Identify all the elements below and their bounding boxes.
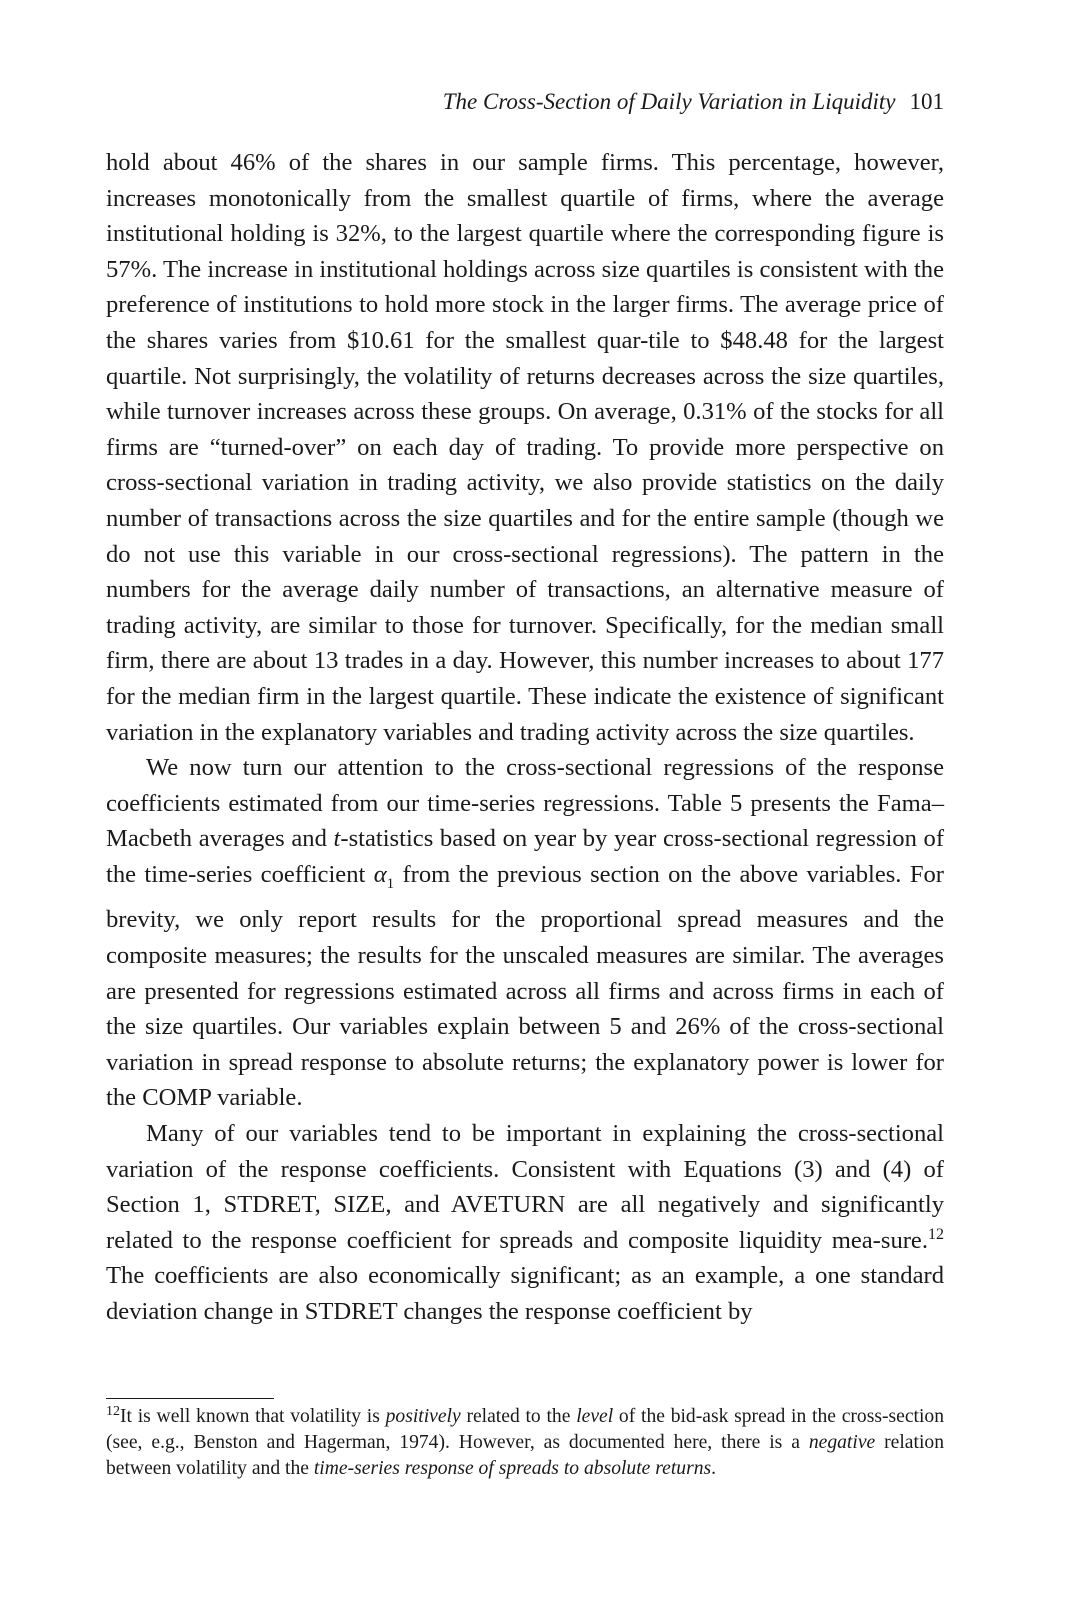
paragraph-3-part-b: The coefficients are also economically significant; as an example, a one standard deviation change in STDRET changes the response coefficient by [106,1262,944,1325]
t-statistic-symbol: t [333,825,341,853]
footnote-italic-negative: negative [808,1432,876,1454]
footnote-text-5: of the bid-ask spread in the cross-section (see, e.g., Benston and Hagerman, 1974). However, as documented here, there is a [106,1406,944,1454]
body-text [106,145,944,1330]
alpha-subscript: 1 [386,875,395,892]
paragraph-2-part-a: We now turn our attention to the cross-sectional regressions of the response coefficients estimated from our time-series regressions. Table 5 presents the Fama–Macbeth averages and [106,754,944,853]
running-head [106,88,944,116]
footnote-12 [106,1404,944,1483]
paragraph-3 [106,1116,944,1330]
footnote-italic-level: level [576,1406,614,1427]
paragraph-2-part-c: from the previous section on the above variables. For brevity, we only report results for the proportional spread measures and the composite measures; the results for the unscaled measures are similar. The averages are presented for regressions estimated across all firms and across firms in each of the size quartiles. Our variables explain between 5 and 26% of the cross-sectional variation in spread response to absolute returns; the explanatory power is lower for the COMP variable. [106,860,944,1112]
footnote-text-9: . [711,1458,717,1480]
footnote-text-1: It is well known that volatility is [120,1406,386,1427]
paragraph-2 [106,750,944,1116]
footnote-text-3: related to the [460,1406,577,1427]
footnote-reference-12[interactable]: 12 [928,1225,944,1243]
footnote-marker: 12 [106,1404,120,1419]
running-head-title: The Cross-Section of Daily Variation in Liquidity [442,89,896,114]
alpha-symbol: α [373,860,387,888]
footnote-separator [106,1398,274,1399]
paragraph-3-part-a: Many of our variables tend to be important in explaining the cross-sectional variation of the response coefficients. Consistent with Equations (3) and (4) of Section 1, STDRET, SIZE, and AVETURN are all negatively and significantly related to the response coefficient for spreads and composite liquidity mea-sure. [106,1119,944,1254]
paragraph-1: hold about 46% of the shares in our sample firms. This percentage, however, increases monotonically from the smallest quartile of firms, where the average institutional holding is 32%, to the largest quartile where the corresponding figure is 57%. The increase in institutional holdings across size quartiles is consistent with the preference of institutions to hold more stock in the larger firms. The average price of the shares varies from $10.61 for the smallest quar-tile to $48.48 for the largest quartile. Not surprisingly, the volatility of returns decreases across the size quartiles, while turnover increases across these groups. On average, 0.31% of the stocks for all firms are “turned-over” on each day of trading. To provide more perspective on cross-sectional variation in trading activity, we also provide statistics on the daily number of transactions across the size quartiles and for the entire sample (though we do not use this variable in our cross-sectional regressions). The pattern in the numbers for the average daily number of transactions, an alternative measure of trading activity, are similar to those for turnover. Specifically, for the median small firm, there are about 13 trades in a day. However, this number increases to about 177 for the median firm in the largest quartile. These indicate the existence of significant variation in the explanatory variables and trading activity across the size quartiles. [106,149,944,746]
footnote-text-7: relation between volatility and the [106,1432,944,1480]
paragraph-2-part-b: -statistics based on year by year cross-sectional regression of the time-series coefficient [106,825,945,888]
page-number: 101 [909,89,944,114]
footnote-italic-positively: positively [385,1406,461,1427]
footnote-italic-time-series-response: time-series response of spreads to absolute returns [313,1458,712,1480]
